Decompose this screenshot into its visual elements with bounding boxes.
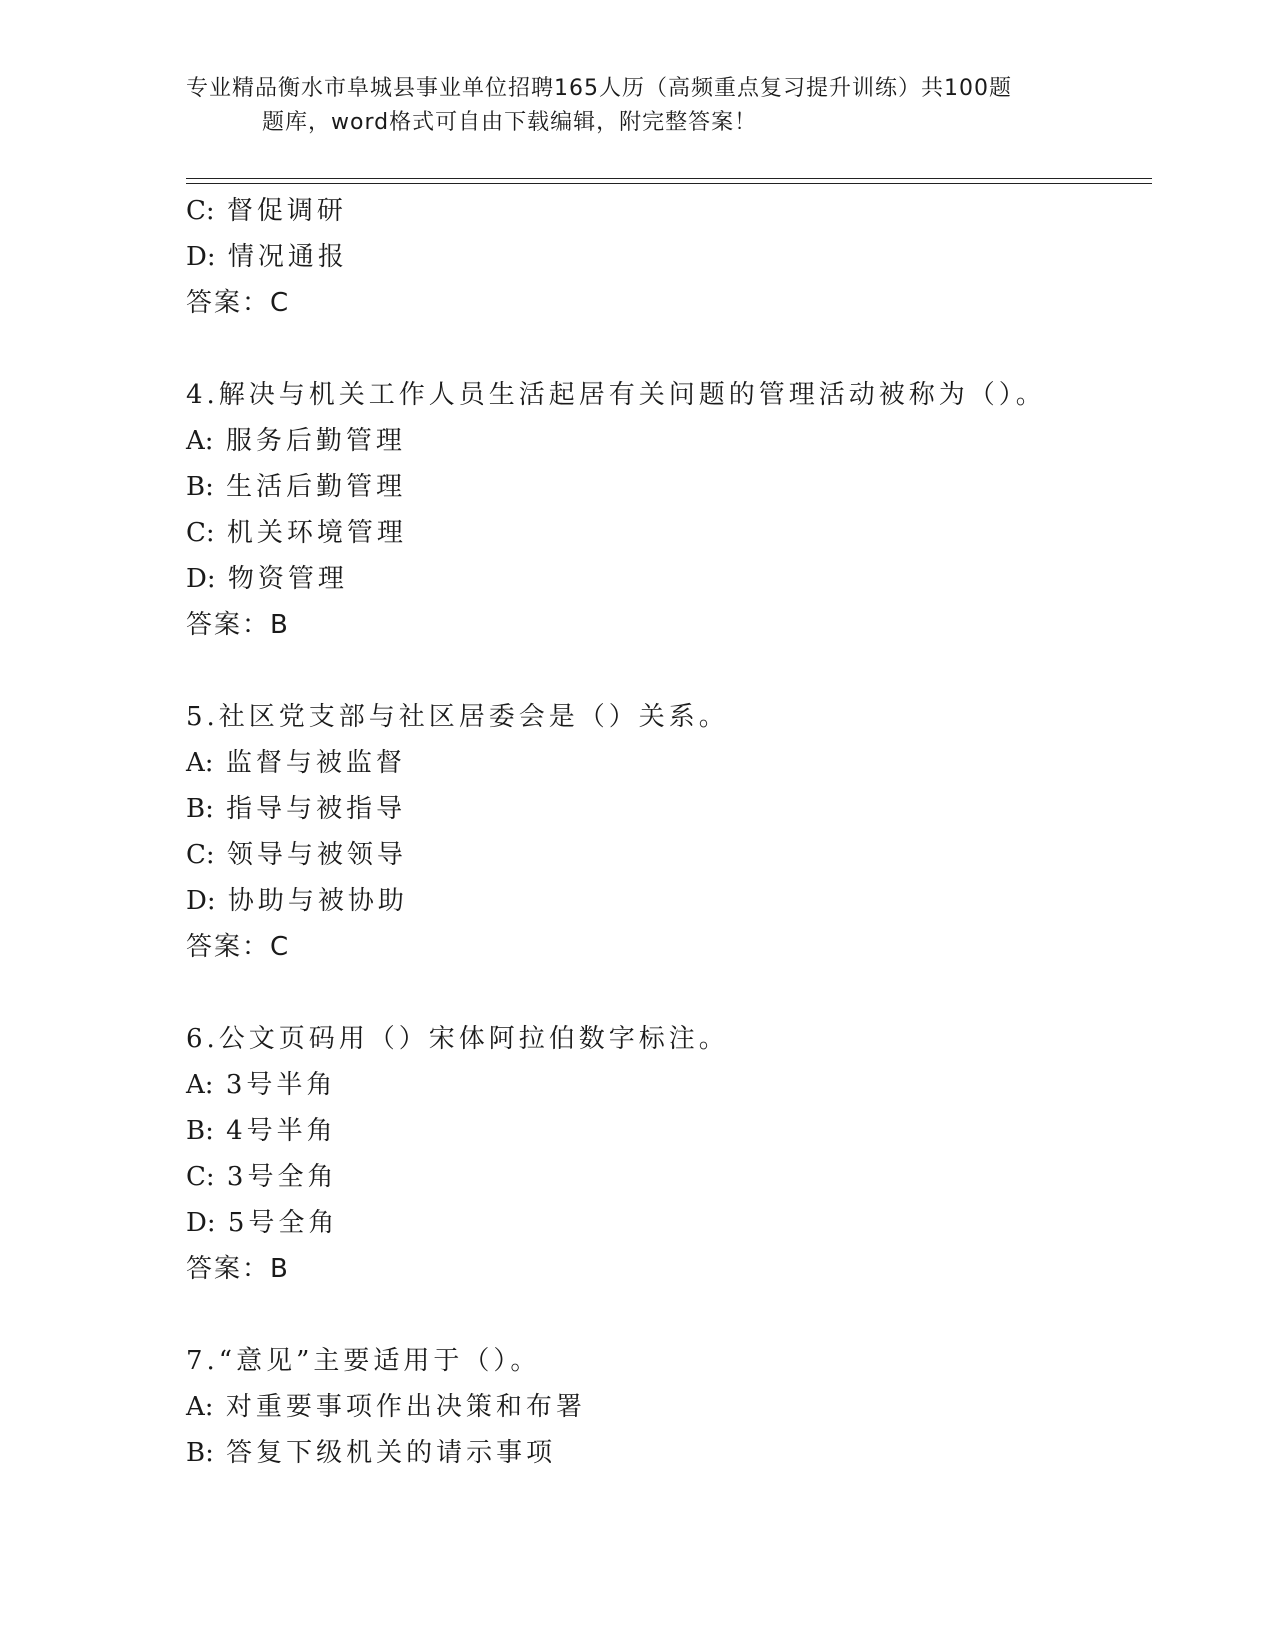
question-list [186, 188, 1152, 1476]
option-row [186, 1430, 1152, 1476]
header-divider-top [186, 178, 1152, 179]
question-stem: 6.公文页码用（）宋体阿拉伯数字标注。 [186, 1024, 729, 1054]
option-row [186, 418, 1152, 464]
option-text: 机关环境管理 [226, 518, 407, 548]
option-label: C: [186, 840, 215, 870]
option-row [186, 786, 1152, 832]
option-text: 监督与被监督 [225, 748, 406, 778]
question-stem: 4.解决与机关工作人员生活起居有关问题的管理活动被称为（）。 [186, 380, 1046, 410]
option-row [186, 740, 1152, 786]
spacer [186, 648, 1152, 694]
option-label: A: [186, 426, 214, 456]
answer-line: 答案：B [186, 610, 290, 640]
option-row [186, 188, 1152, 234]
question-stem: 5.社区党支部与社区居委会是（）关系。 [186, 702, 729, 732]
option-row [186, 510, 1152, 556]
question-stem: 7.“意见”主要适用于（）。 [186, 1346, 541, 1376]
option-label: B: [186, 794, 214, 824]
option-row [186, 1062, 1152, 1108]
answer-line: 答案：C [186, 288, 291, 318]
option-row [186, 878, 1152, 924]
option-row [186, 1384, 1152, 1430]
option-text: 协助与被协助 [227, 886, 408, 916]
option-text: 领导与被领导 [226, 840, 407, 870]
spacer [186, 326, 1152, 372]
option-label: B: [186, 1438, 214, 1468]
answer-line: 答案：B [186, 1254, 290, 1284]
document-header [186, 72, 1086, 140]
option-text: 服务后勤管理 [225, 426, 406, 456]
option-text: 5号全角 [227, 1208, 339, 1238]
header-divider-bottom [186, 183, 1152, 184]
option-row [186, 464, 1152, 510]
option-row [186, 832, 1152, 878]
option-text: 答复下级机关的请示事项 [226, 1438, 557, 1468]
option-text: 4号半角 [226, 1116, 337, 1146]
option-label: A: [186, 1070, 214, 1100]
option-label: D: [186, 886, 216, 916]
header-title-line1: 专业精品衡水市阜城县事业单位招聘165人历（高频重点复习提升训练）共100题 [186, 76, 1012, 101]
option-label: A: [186, 748, 214, 778]
option-label: D: [186, 564, 216, 594]
option-text: 指导与被指导 [226, 794, 407, 824]
option-label: C: [186, 196, 215, 226]
spacer [186, 1292, 1152, 1338]
option-label: D: [186, 242, 216, 272]
option-label: C: [186, 518, 215, 548]
option-label: D: [186, 1208, 216, 1238]
option-row [186, 1200, 1152, 1246]
option-row [186, 234, 1152, 280]
option-text: 情况通报 [227, 242, 348, 272]
header-title-line2: 题库，word格式可自由下载编辑，附完整答案！ [262, 110, 758, 135]
option-text: 生活后勤管理 [226, 472, 407, 502]
option-text: 物资管理 [227, 564, 348, 594]
option-label: C: [186, 1162, 215, 1192]
option-label: B: [186, 472, 214, 502]
option-row [186, 556, 1152, 602]
option-label: A: [186, 1392, 214, 1422]
answer-line: 答案：C [186, 932, 291, 962]
spacer [186, 970, 1152, 1016]
option-label: B: [186, 1116, 214, 1146]
option-row [186, 1108, 1152, 1154]
option-text: 3号全角 [226, 1162, 338, 1192]
option-row [186, 1154, 1152, 1200]
option-text: 3号半角 [225, 1070, 337, 1100]
option-text: 督促调研 [226, 196, 347, 226]
option-text: 对重要事项作出决策和布署 [225, 1392, 586, 1422]
